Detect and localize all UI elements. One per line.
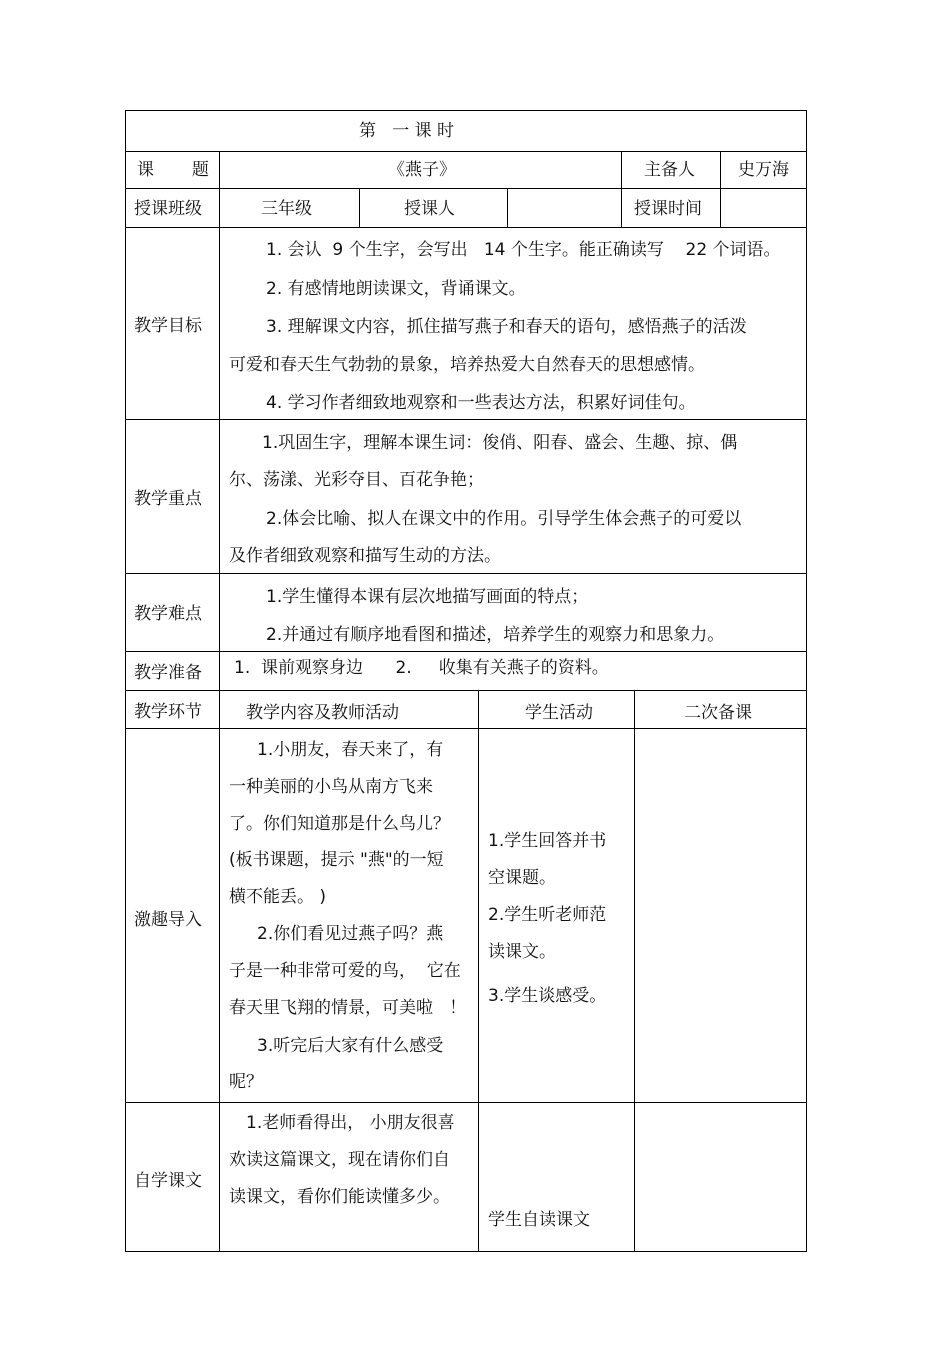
topic-label: 课 题 (137, 160, 209, 180)
stage1-content-line: 2.你们看见过燕子吗？燕 (257, 924, 444, 944)
preparation-text: 1. 课前观察身边 2. 收集有关燕子的资料。 (234, 658, 609, 678)
goals-line: 4. 学习作者细致地观察和一些表达方法，积累好词佳句。 (266, 393, 696, 413)
grid-line (634, 690, 635, 1252)
col-header-second: 二次备课 (684, 703, 752, 723)
preparation-label: 教学准备 (134, 663, 202, 683)
difficulties-label: 教学难点 (134, 604, 202, 624)
col-header-stage: 教学环节 (134, 702, 202, 722)
grid-line (125, 110, 126, 1252)
stage1-student-line: 读课文。 (488, 942, 556, 962)
goals-line: 3. 理解课文内容，抓住描写燕子和春天的语句，感悟燕子的活泼 (266, 317, 747, 337)
stage2-student-text: 学生自读课文 (488, 1210, 590, 1230)
stage1-student-line: 空课题。 (488, 868, 556, 888)
stage1-student-line: 1.学生回答并书 (488, 831, 607, 851)
stage1-content-line: 1.小朋友，春天来了，有 (257, 740, 444, 760)
key-points-line: 1.巩固生字，理解本课生词：俊俏、阳春、盛会、生趣、掠、偶 (262, 433, 738, 453)
stage2-content-line: 1.老师看得出， 小朋友很喜 (246, 1113, 455, 1133)
difficulties-line: 2.并通过有顺序地看图和描述，培养学生的观察力和思象力。 (266, 625, 725, 645)
grid-line (125, 419, 807, 420)
difficulties-line: 1.学生懂得本课有层次地描写画面的特点； (266, 587, 589, 607)
key-points-line: 2.体会比喻、拟人在课文中的作用。引导学生体会燕子的可爱以 (266, 509, 742, 529)
grid-line (478, 690, 479, 1252)
stage1-content-line: 一种美丽的小鸟从南方飞来 (229, 777, 433, 797)
stage1-content-line: 了。你们知道那是什么鸟儿？ (229, 814, 450, 834)
grid-line (125, 227, 807, 228)
grid-line (219, 151, 220, 1252)
stage1-content-line: 呢？ (229, 1072, 263, 1092)
grid-line (720, 151, 721, 228)
class-value: 三年级 (261, 199, 312, 219)
time-label: 授课时间 (634, 199, 702, 219)
stage1-content-line: 3.听完后大家有什么感受 (257, 1036, 444, 1056)
stage1-student-line: 3.学生谈感受。 (488, 986, 607, 1006)
topic-value: 《燕子》 (388, 160, 456, 180)
class-label: 授课班级 (134, 199, 202, 219)
preparer-label: 主备人 (644, 160, 695, 180)
grid-line (621, 151, 622, 228)
stage2-label: 自学课文 (134, 1171, 202, 1191)
grid-line (359, 188, 360, 228)
stage2-content-line: 读课文，看你们能读懂多少。 (229, 1187, 450, 1207)
grid-line (125, 573, 807, 574)
grid-line (806, 110, 807, 1252)
col-header-student: 学生活动 (525, 703, 593, 723)
goals-line: 可爱和春天生气勃勃的景象，培养热爱大自然春天的思想感情。 (229, 355, 705, 375)
grid-line (507, 188, 508, 228)
grid-line (125, 651, 807, 652)
key-points-line: 及作者细致观察和描写生动的方法。 (229, 546, 501, 566)
key-points-label: 教学重点 (134, 489, 202, 509)
grid-line (125, 1251, 807, 1252)
grid-line (125, 1102, 807, 1103)
goals-line: 1. 会认 9 个生字，会写出 14 个生字。能正确读写 22 个词语。 (266, 240, 781, 260)
grid-line (125, 690, 807, 691)
stage1-content-line: 子是一种非常可爱的鸟， 它在 (229, 961, 461, 981)
grid-line (125, 110, 807, 111)
col-header-content: 教学内容及教师活动 (246, 703, 399, 723)
stage1-student-line: 2.学生听老师范 (488, 905, 607, 925)
grid-line (125, 188, 807, 189)
stage1-content-line: (板书课题，提示 "燕"的一短 (229, 850, 444, 870)
preparer-value: 史万海 (738, 160, 789, 180)
lesson-title: 第 一 课 时 (359, 121, 455, 141)
stage1-label: 激趣导入 (134, 910, 202, 930)
goals-label: 教学目标 (134, 316, 202, 336)
stage1-content-line: 春天里飞翔的情景，可美啦 ！ (229, 998, 467, 1018)
key-points-line: 尔、荡漾、光彩夺目、百花争艳； (229, 470, 484, 490)
goals-line: 2. 有感情地朗读课文，背诵课文。 (266, 279, 526, 299)
stage1-content-line: 横不能丢。 ) (229, 887, 327, 907)
grid-line (125, 151, 807, 152)
grid-line (125, 728, 807, 729)
teacher-label: 授课人 (404, 199, 455, 219)
stage2-content-line: 欢读这篇课文，现在请你们自 (229, 1150, 450, 1170)
